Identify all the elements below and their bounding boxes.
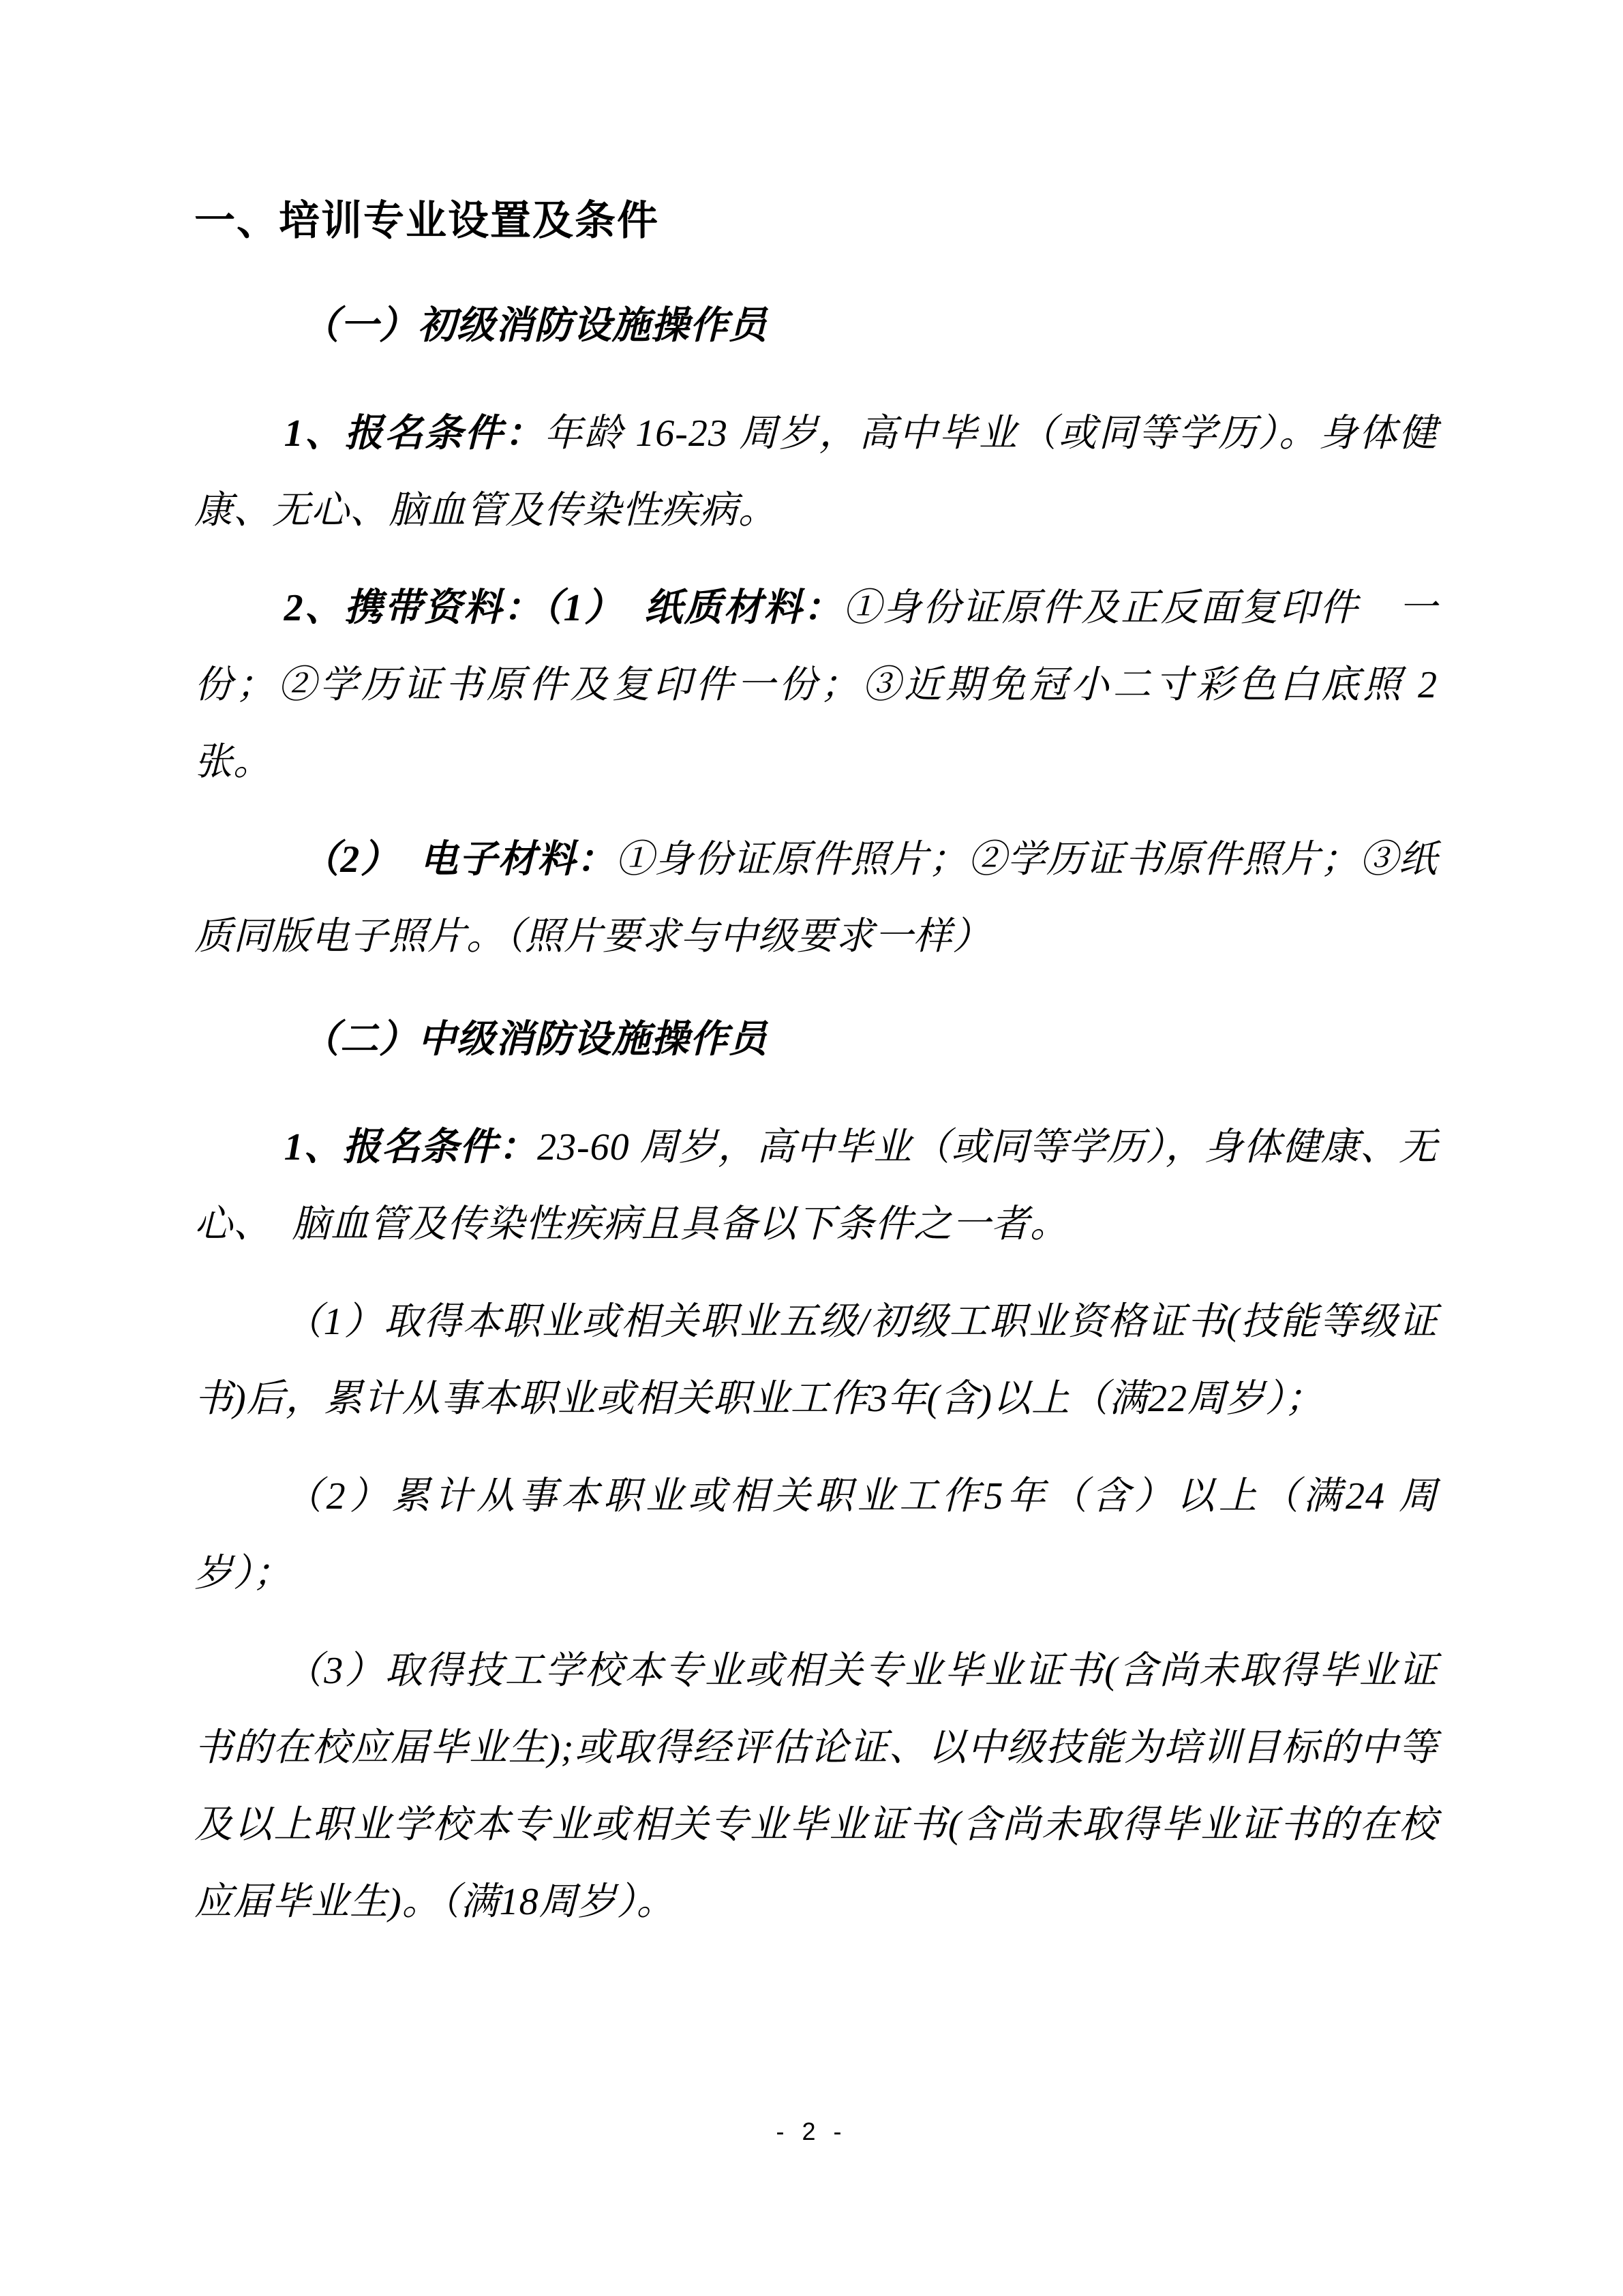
paragraph-text: ①身份证原件及正反面复印件 一份；②学历证书原件及复印件一份；③近期免冠小二寸彩色白底照 2 张。 [194,587,1438,783]
section-heading-intermediate: （二）中级消防设施操作员 [301,1018,768,1061]
paragraph-text: （2）累计从事本职业或相关职业工作5年（含）以上（满24 周岁）； [194,1475,1438,1595]
paragraph-condition-3 [194,1633,1438,1941]
paragraph-junior-electronic-materials [194,821,1438,976]
paragraph-lead-label: 1、报名条件： [284,1126,538,1168]
page-title: 一、培训专业设置及条件 [194,198,659,243]
paragraph-text: 23-60 周岁，高中毕业（或同等学历），身体健康、无心、 脑血管及传染性疾病且具备以下条件之一者。 [194,1126,1438,1245]
paragraph-text: 年龄 16-23 周岁，高中毕业（或同等学历）。身体健康、无心、脑血管及传染性疾病。 [194,412,1438,532]
paragraph-lead-label: （2） 电子材料： [301,839,616,881]
paragraph-text: （1）取得本职业或相关职业五级/初级工职业资格证书(技能等级证书)后，累计从事本职业或相关职业工作3年(含)以上（满22周岁）； [194,1301,1438,1420]
paragraph-junior-signup [194,395,1438,549]
paragraph-condition-2 [194,1458,1438,1612]
paragraph-junior-paper-materials [194,570,1438,801]
section-heading-junior: （一）初级消防设施操作员 [301,305,768,347]
paragraph-condition-1 [194,1284,1438,1438]
section-junior-operator [194,288,1438,976]
paragraph-lead-label: 1、报名条件： [284,412,545,455]
paragraph-intermediate-signup [194,1109,1438,1263]
paragraph-lead-label: 2、携带资料：（1） 纸质材料： [284,587,843,629]
page-number: - 2 - [776,2117,847,2145]
paragraph-text: （3）取得技工学校本专业或相关专业毕业证书(含尚未取得毕业证书的在校应届毕业生);或取得经评估论证、以中级技能为培训目标的中等及以上职业学校本专业或相关专业毕业证书(含尚未取得毕业证书的在校应届毕业生)。（满18周岁）。 [194,1650,1438,1923]
document-content [194,183,1438,1961]
paragraph-text: ①身份证原件照片；②学历证书原件照片；③纸质同版电子照片。（照片要求与中级要求一样） [194,839,1438,958]
section-intermediate-operator [194,1001,1438,1941]
